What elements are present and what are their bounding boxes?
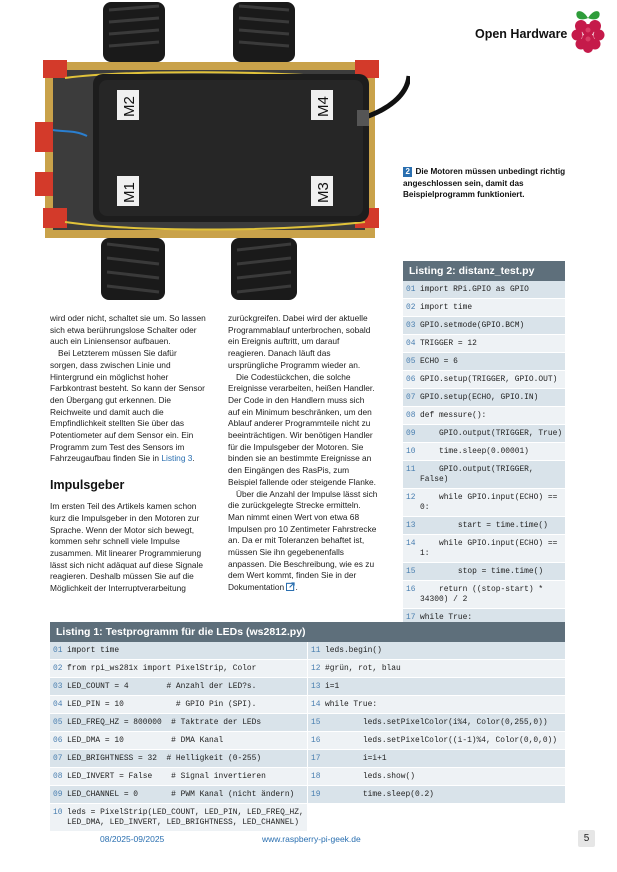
paragraph: Die Codestückchen, die solche Ereignisse verarbeiten, heißen Handler. Der Code in den Handlern muss sich auf ein Minimum beschränken, um den Ablauf anderer Programmteile nicht zu beeinträchtigen. Wir benötigen Handler für die Impulsgeber der Motoren. Sie binden sie an bestimmte Ereignisse an den Eingängen des RasPis, zum Beispiel fallende oder steigende Flanke. — [228, 371, 376, 487]
listing-1 — [50, 622, 565, 832]
code-line — [403, 407, 565, 425]
code-line — [403, 489, 565, 517]
paragraph: Im ersten Teil des Artikels kamen schon kurz die Impulsgeber in den Motoren zur Sprache. Wenn der Motor sich bewegt, kommen sehr schnell viele Impulse zusammen. Mit linearer Programmierung lässt sich nicht adäquat auf diese Signale reagieren. Deshalb müssen Sie auf die Möglichkeit der Interruptverarbeitung — [50, 501, 204, 594]
code-line — [50, 768, 307, 786]
listing-2-title: Listing 2: distanz_test.py — [403, 261, 565, 281]
line-number: 15 — [406, 567, 416, 576]
paragraph: wird oder nicht, schaltet sie um. So lassen sich etwa berührungslose Schalter oder auch ein Liniensensor aufbauen. — [50, 313, 206, 347]
mecanum-wheel-bottom-right — [231, 238, 297, 300]
listing-1-code-right — [308, 642, 565, 832]
code-text: leds = PixelStrip(LED_COUNT, LED_PIN, LED_FREQ_HZ, LED_DMA, LED_INVERT, LED_BRIGHTNESS, LED_CHANNEL) — [67, 808, 309, 827]
line-number: 02 — [406, 303, 416, 312]
code-text: import time — [420, 303, 473, 312]
code-line — [308, 678, 565, 696]
code-line — [403, 425, 565, 443]
figure-number: 2 — [403, 167, 412, 177]
code-line — [403, 335, 565, 353]
issue-date: 08/2025-09/2025 — [100, 834, 165, 844]
line-number: 07 — [53, 754, 63, 763]
line-number: 01 — [53, 646, 63, 655]
line-number: 08 — [406, 411, 416, 420]
code-text: LED_CHANNEL = 0 # PWM Kanal (nicht ändern) — [67, 790, 295, 799]
line-number: 03 — [406, 321, 416, 330]
line-number: 17 — [311, 754, 321, 763]
listing-2-code — [403, 281, 565, 673]
line-number: 10 — [406, 447, 416, 456]
code-text: ECHO = 6 — [420, 357, 458, 366]
section-title: Open Hardware — [475, 27, 568, 41]
line-number: 16 — [311, 736, 321, 745]
line-number: 11 — [311, 646, 321, 655]
code-text: from rpi_ws281x import PixelStrip, Color — [67, 664, 257, 673]
line-number: 13 — [311, 682, 321, 691]
code-line — [403, 581, 565, 609]
code-text: LED_PIN = 10 # GPIO Pin (SPI). — [67, 700, 257, 709]
code-line — [308, 768, 565, 786]
paragraph: zurückgreifen. Dabei wird der aktuelle Programmablauf unterbrochen, sobald ein Ereignis auftritt, um darauf reagieren. Danach läuft das ursprüngliche Programm wieder an. — [228, 313, 371, 370]
code-line — [403, 563, 565, 581]
line-number: 07 — [406, 393, 416, 402]
code-text: LED_FREQ_HZ = 800000 # Taktrate der LEDs — [67, 718, 262, 727]
listing-2 — [403, 261, 565, 673]
code-text: GPIO.output(TRIGGER, False) — [420, 465, 539, 484]
code-line — [403, 299, 565, 317]
line-number: 17 — [406, 613, 416, 622]
code-line — [308, 660, 565, 678]
body-column-2 — [228, 313, 378, 594]
line-number: 10 — [53, 808, 63, 817]
code-text: time.sleep(0.00001) — [420, 447, 529, 456]
code-line — [403, 353, 565, 371]
code-text: while GPIO.input(ECHO) == 1: — [420, 539, 563, 558]
line-number: 04 — [53, 700, 63, 709]
motor-label-m2: M2 — [121, 96, 138, 117]
code-text: TRIGGER = 12 — [420, 339, 477, 348]
line-number: 05 — [53, 718, 63, 727]
line-number: 09 — [53, 790, 63, 799]
code-text: import time — [67, 646, 120, 655]
code-text: leds.show() — [325, 772, 415, 781]
code-line — [50, 714, 307, 732]
code-text: start = time.time() — [420, 521, 548, 530]
raspberry-pi-logo-icon — [568, 6, 608, 54]
mecanum-wheel-top-right — [233, 2, 295, 62]
code-line — [308, 696, 565, 714]
code-line — [50, 732, 307, 750]
line-number: 02 — [53, 664, 63, 673]
code-text: LED_DMA = 10 # DMA Kanal — [67, 736, 224, 745]
code-text: time.sleep(0.2) — [325, 790, 434, 799]
code-text: GPIO.setup(ECHO, GPIO.IN) — [420, 393, 539, 402]
code-line — [308, 786, 565, 804]
line-number: 04 — [406, 339, 416, 348]
website-link[interactable]: www.raspberry-pi-geek.de — [262, 834, 361, 844]
code-line — [403, 535, 565, 563]
listing-1-title: Listing 1: Testprogramm für die LEDs (ws2812.py) — [50, 622, 565, 642]
code-line — [403, 461, 565, 489]
code-text: while GPIO.input(ECHO) == 0: — [420, 493, 563, 512]
code-line — [403, 281, 565, 299]
line-number: 12 — [406, 493, 416, 502]
motor-label-m3: M3 — [315, 182, 332, 203]
code-line — [308, 750, 565, 768]
code-line — [50, 696, 307, 714]
motor-label-m4: M4 — [315, 96, 332, 117]
code-text: i=1 — [325, 682, 340, 691]
mecanum-wheel-bottom-left — [101, 238, 165, 300]
code-text: GPIO.setmode(GPIO.BCM) — [420, 321, 525, 330]
line-number: 15 — [311, 718, 321, 727]
code-line — [308, 732, 565, 750]
line-number: 14 — [406, 539, 416, 548]
code-text: while True: — [420, 613, 473, 622]
code-line — [50, 660, 307, 678]
code-text: LED_INVERT = False # Signal invertieren — [67, 772, 266, 781]
code-text: LED_BRIGHTNESS = 32 # Helligkeit (0-255) — [67, 754, 262, 763]
paragraph: Über die Anzahl der Impulse lässt sich die zurückgelegte Strecke ermitteln. Man nimmt einen Wert von etwa 68 Impulsen pro 10 Zentimeter Fahrstrecke an. Da er mit Toleranzen behaftet ist, müssen Sie ihn gegebenenfalls anpassen. Die Beschreibung, wie es zu dem Wert kommt, finden Sie in der Dokumentation . — [228, 488, 378, 593]
code-line — [50, 678, 307, 696]
code-line — [403, 517, 565, 535]
code-text: leds.setPixelColor((i-1)%4, Color(0,0,0)) — [325, 736, 558, 745]
subheading: Impulsgeber — [50, 478, 125, 493]
line-number: 03 — [53, 682, 63, 691]
code-text: #grün, rot, blau — [325, 664, 401, 673]
figure-caption-text: Die Motoren müssen unbedingt richtig angeschlossen sein, damit das Beispielprogramm funktioniert. — [403, 167, 566, 199]
code-text: while True: — [325, 700, 378, 709]
line-number: 13 — [406, 521, 416, 530]
line-number: 14 — [311, 700, 321, 709]
page-number: 5 — [578, 830, 595, 847]
mecanum-wheel-top-left — [103, 2, 165, 62]
body-column-1 — [50, 313, 206, 595]
code-text: return ((stop-start) * 34300) / 2 — [420, 585, 548, 604]
figure-caption — [403, 166, 575, 201]
code-line — [50, 786, 307, 804]
line-number: 16 — [406, 585, 416, 594]
line-number: 08 — [53, 772, 63, 781]
code-text: GPIO.output(TRIGGER, True) — [420, 429, 563, 438]
code-line — [403, 389, 565, 407]
code-text: LED_COUNT = 4 # Anzahl der LED?s. — [67, 682, 257, 691]
code-line — [403, 371, 565, 389]
line-number: 11 — [406, 465, 416, 474]
listing-1-code-left — [50, 642, 307, 832]
line-number: 18 — [311, 772, 321, 781]
code-line — [403, 317, 565, 335]
code-line — [50, 642, 307, 660]
code-line — [308, 642, 565, 660]
code-line — [50, 804, 307, 832]
line-number: 09 — [406, 429, 416, 438]
robot-vehicle-photo — [35, 0, 410, 302]
line-number: 12 — [311, 664, 321, 673]
code-line — [403, 443, 565, 461]
code-text: i=i+1 — [325, 754, 387, 763]
code-line — [308, 714, 565, 732]
code-text: leds.setPixelColor(i%4, Color(0,255,0)) — [325, 718, 548, 727]
code-text: def messure(): — [420, 411, 487, 420]
line-number: 01 — [406, 285, 416, 294]
line-number: 19 — [311, 790, 321, 799]
code-text: leds.begin() — [325, 646, 382, 655]
motor-label-m1: M1 — [121, 182, 138, 203]
line-number: 06 — [53, 736, 63, 745]
listing-3-link[interactable]: Listing 3 — [161, 453, 193, 464]
paragraph: Bei Letzterem müssen Sie dafür sorgen, dass zwischen Linie und Hintergrund ein möglichst hoher Farbkontrast besteht. So kann der Sensor den Übergang gut erkennen. Die Reichweite und damit auch die Empfindlichkeit stellten Sie über das Potentiometer auf dem Sensor ein. Ein Programm zum Test des Sensors im Fahrzeugaufbau finden Sie in Listing 3. — [50, 348, 205, 464]
code-text: stop = time.time() — [420, 567, 544, 576]
code-text: GPIO.setup(TRIGGER, GPIO.OUT) — [420, 375, 558, 384]
code-text: import RPi.GPIO as GPIO — [420, 285, 529, 294]
line-number: 05 — [406, 357, 416, 366]
line-number: 06 — [406, 375, 416, 384]
code-line — [50, 750, 307, 768]
